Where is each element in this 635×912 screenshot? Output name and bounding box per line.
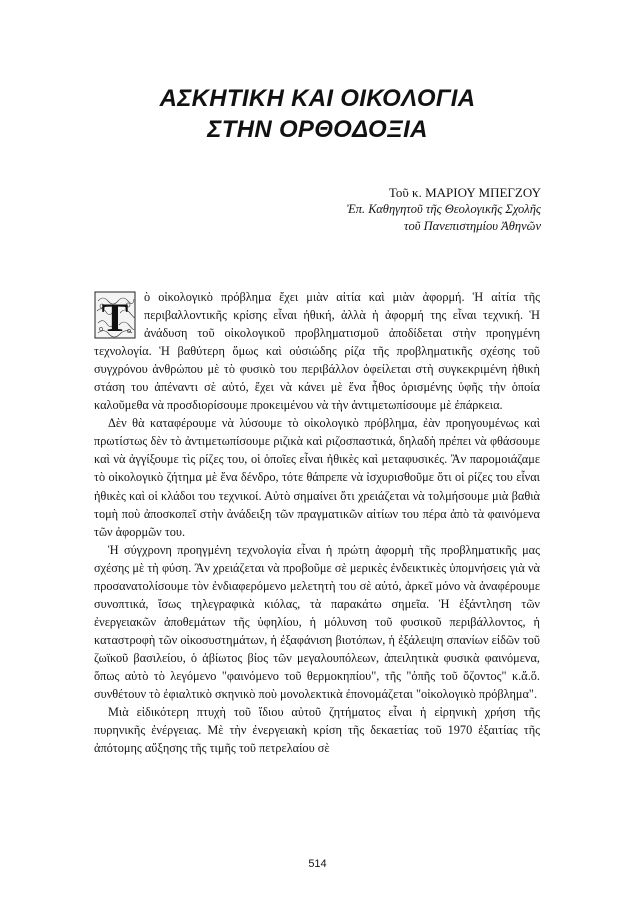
paragraph-4: Μιὰ εἰδικότερη πτυχὴ τοῦ ἴδιου αὐτοῦ ζητήματος εἶναι ἡ εἰρηνικὴ χρήση τῆς πυρηνικῆς ἐνέργειας. Μὲ τὴν ἐνεργειακὴ κρίση τῆς δεκαετίας τοῦ 1970 ἐξαιτίας τῆς ἀπότομης αὔξησης τῆς τιμῆς τοῦ πετρελαίου σὲ	[94, 705, 540, 756]
author-affiliation-line-1: Ἐπ. Καθηγητοῦ τῆς Θεολογικῆς Σχολῆς	[346, 202, 541, 216]
page-number: 514	[308, 858, 327, 870]
paragraph-1: ὸ οἰκολογικὸ πρόβλημα ἔχει μιὰν αἰτία καὶ μιὰν ἀφορμή. Ἡ αἰτία τῆς περιβαλλοντικῆς κρίσης εἶναι ἠθική, ἀλλὰ ἡ ἀφορμή της εἶναι τεχνική. Ἡ ἀνάδυση τοῦ οἰκολογικοῦ προβληματισμοῦ ἀποδίδεται στὴν προηγμένη τεχνολογία. Ἡ βαθύτερη ὅμως καὶ οὐσιώδης ρίζα τῆς προβληματικῆς σχέσης τοῦ συγχρόνου ἀνθρώπου μὲ τὸ φυσικὸ του περιβάλλον ὀφείλεται στὴ συγκεκριμένη ἠθικὴ στάση του ἀπέναντι σὲ αὐτό, ἔχει νὰ κάνει μὲ ἕνα ἦθος ὁρισμένης ὑφῆς τὴν ὁποία καλοῦμεθα νὰ προσδιορίσουμε προκειμένου νὰ τὴν ἀντιμετωπίσουμε μὲ ἐπάρκεια.	[94, 290, 540, 413]
article-title-line-2: ΣΤΗΝ ΟΡΘΟΔΟΞΙΑ	[207, 116, 428, 143]
ornamental-drop-cap	[94, 291, 136, 339]
paragraph-3: Ἡ σύγχρονη προηγμένη τεχνολογία εἶναι ἡ πρώτη ἀφορμὴ τῆς προβληματικῆς μας σχέσης μὲ τὴ φύση. Ἂν χρειάζεται νὰ προβοῦμε σὲ μερικὲς ἐνδεικτικὲς ὑπομνήσεις γιὰ νὰ προσανατολίσουμε τὸν ἐνδιαφερόμενο μελετητὴ του σὲ αὐτό, ἀρκεῖ μόνο νὰ ἀναφέρουμε συνοπτικά, ἴσως τηλεγραφικὰ κιόλας, τὰ παρακάτω σημεῖα. Ἡ ἐξάντληση τῶν ἐνεργειακῶν ἀποθεμάτων τῆς ὑφηλίου, ἡ μόλυνση τοῦ φυσικοῦ περιβάλλοντος, ἡ καταστροφὴ τῶν οἰκοσυστημάτων, ἡ ἐξαφάνιση βιοτόπων, ἡ ἐξάλειψη σπανίων εἰδῶν τοῦ ζωϊκοῦ βασιλείου, ὁ ἀβίωτος βίος τῶν μεγαλουπόλεων, ἀπειλητικὰ φυσικὰ φαινόμενα, ὅπως αὐτὸ τὸ λεγόμενο "φαινόμενο τοῦ θερμοκηπίου", τῆς "ὀπῆς τοῦ ὄζοντος" κ.ἄ.ὅ. συνθέτουν τὸ ἐφιαλτικὸ σκηνικὸ ποὺ μονολεκτικὰ ἐπονομάζεται "οἰκολογικὸ πρόβλημα".	[94, 542, 540, 702]
author-block	[347, 185, 541, 235]
author-name: Τοῦ κ. ΜΑΡΙΟΥ ΜΠΕΓΖΟΥ	[388, 185, 541, 200]
paragraph-2: Δὲν θὰ καταφέρουμε νὰ λύσουμε τὸ οἰκολογικὸ πρόβλημα, ἐὰν προηγουμένως καὶ πρωτίστως δὲν τὸ ἀντιμετωπίσουμε ριζικὰ καὶ ριζοσπαστικά, δηλαδὴ πρέπει νὰ φθάσουμε καὶ νὰ ἀγγίξουμε τὶς ρίζες του, οἱ ὁποῖες εἶναι ἠθικὲς καὶ μεταφυσικές. Ἂν παρομοιάζαμε τὸ οἰκολογικὸ ζήτημα μὲ ἕνα δένδρο, τότε θάπρεπε νὰ ἰσχυρισθοῦμε ὅτι οἱ ρίζες του εἶναι ἠθικὲς καὶ οἱ κλάδοι του τεχνικοί. Αὐτὸ σημαίνει ὅτι χρειάζεται νὰ τολμήσουμε μιὰ βαθιὰ τομὴ ποὺ ἀποσκοπεῖ στὴν ἀνάδειξη τῶν πραγματικῶν αἰτίων του πέρα ἀπὸ τὰ φαινόμενα τῶν ἀφορμῶν του.	[94, 416, 540, 539]
author-affiliation-line-2: τοῦ Πανεπιστημίου Ἀθηνῶν	[404, 219, 541, 233]
article-body	[94, 288, 540, 757]
drop-cap-ornament-icon	[94, 291, 136, 339]
drop-cap-letter: T	[101, 295, 129, 339]
article-title-line-1: ΑΣΚΗΤΙΚΗ ΚΑΙ ΟΙΚΟΛΟΓΙΑ	[159, 85, 476, 112]
